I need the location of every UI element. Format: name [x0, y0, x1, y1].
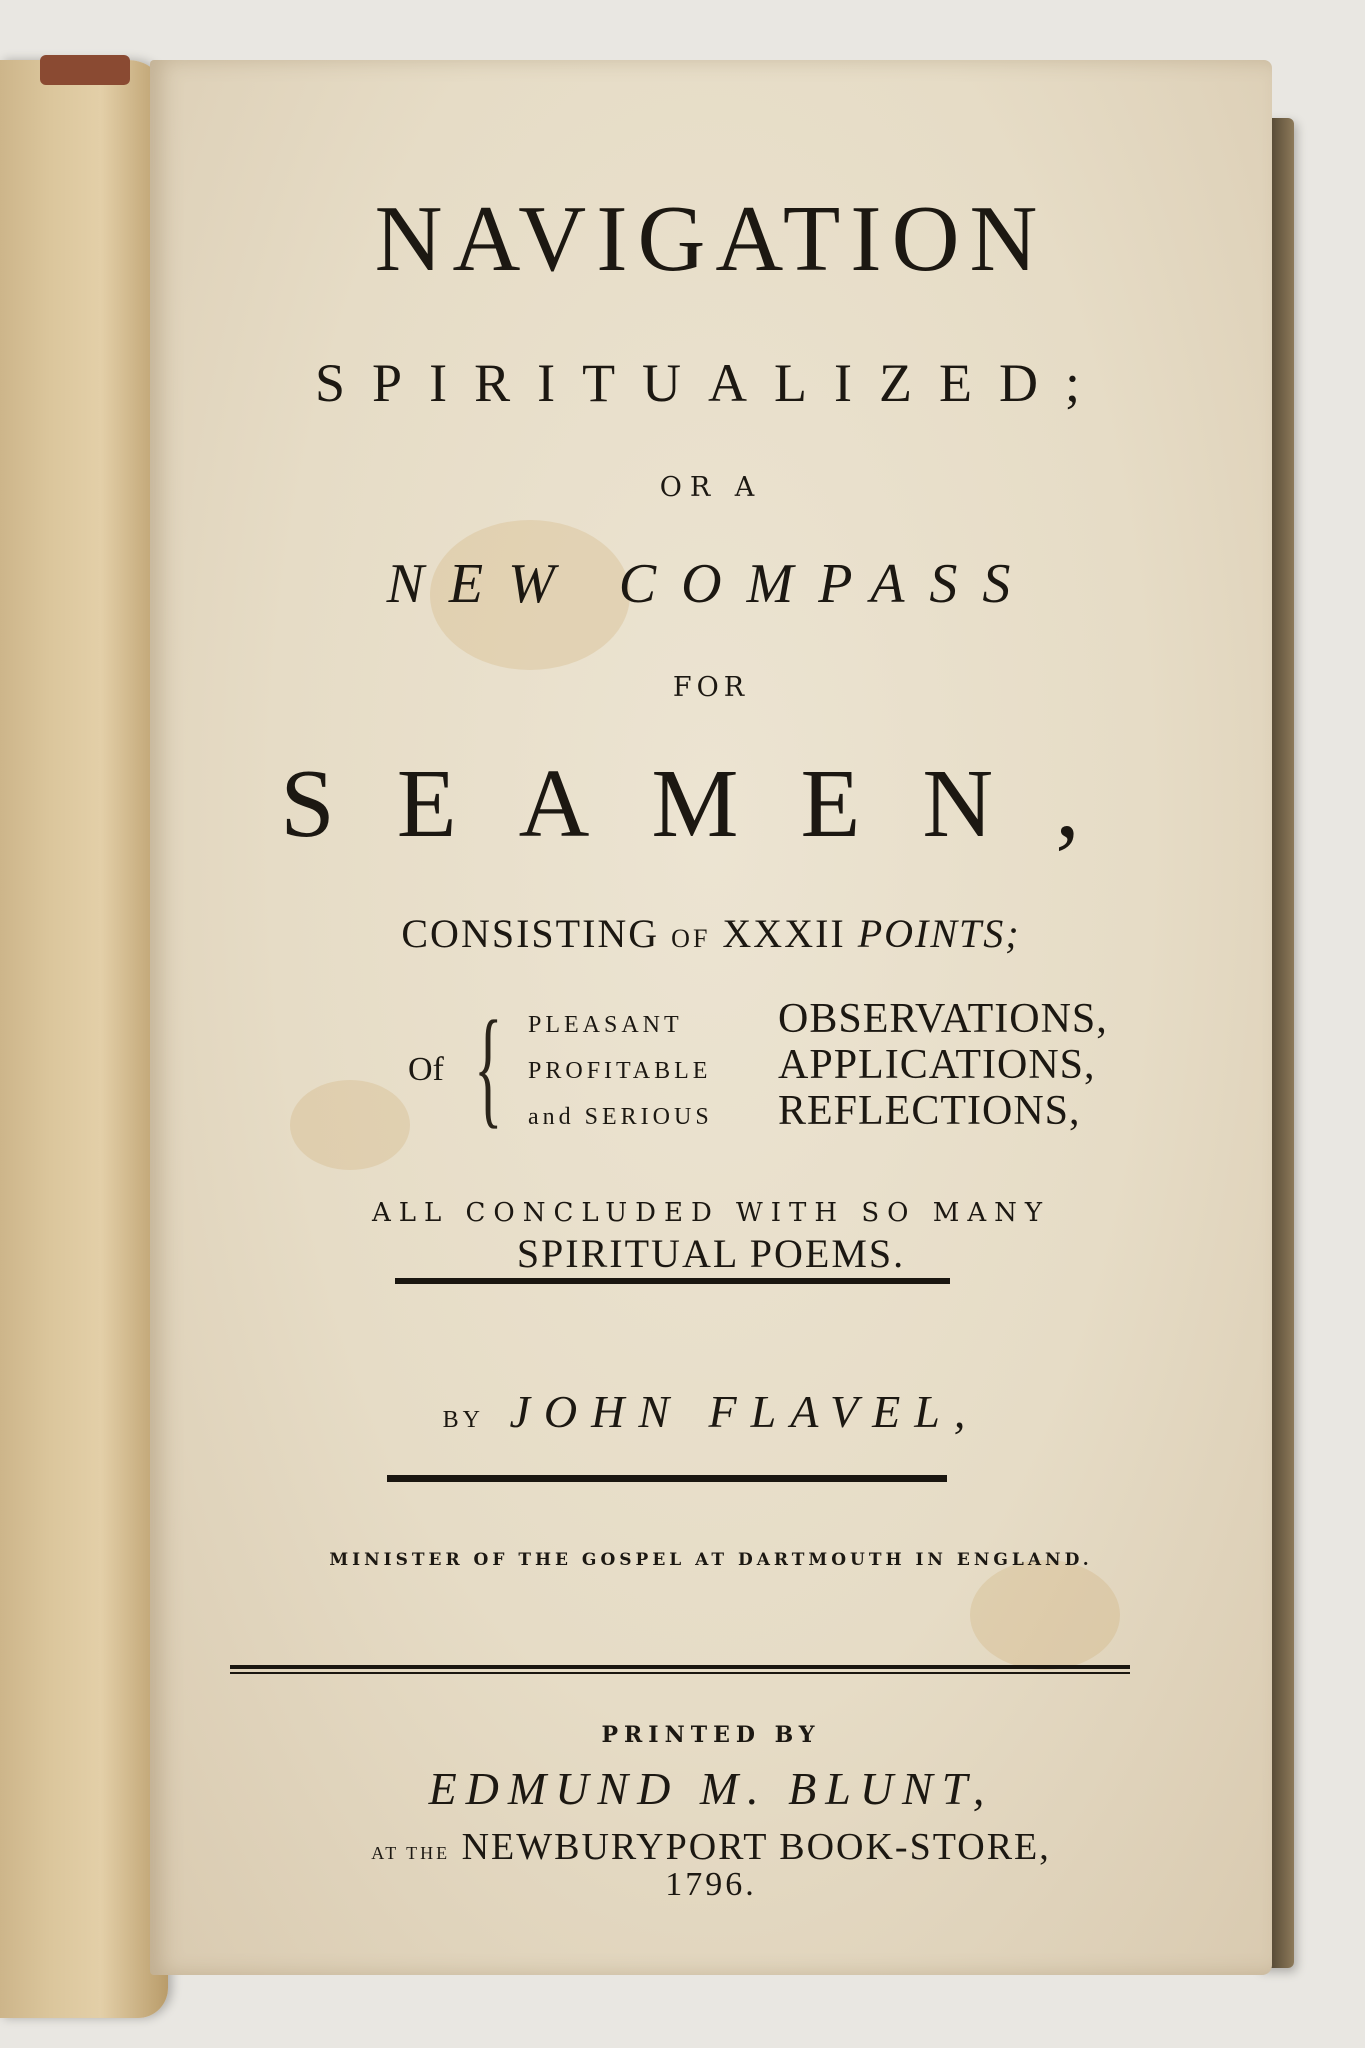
of-row-prefix: PLEASANT	[528, 1012, 683, 1038]
consisting-number: XXXII	[722, 911, 846, 956]
consisting-of: OF	[671, 924, 711, 953]
rule-2	[387, 1475, 947, 1482]
of-row-2	[528, 1041, 1096, 1089]
year-line: 1796.	[665, 1866, 757, 1903]
book-title: NAVIGATION	[374, 187, 1048, 291]
book-subtitle: SPIRITUALIZED;	[315, 353, 1107, 413]
curly-brace: {	[474, 993, 503, 1140]
consisting-word: CONSISTING	[401, 911, 660, 956]
foxing-stain	[970, 1560, 1120, 1670]
of-row-main: REFLECTIONS,	[778, 1088, 1081, 1134]
for-line: FOR	[672, 672, 750, 703]
of-row-main: OBSERVATIONS,	[778, 996, 1108, 1042]
of-word: Of	[408, 1051, 444, 1088]
or-a-line: OR A	[659, 472, 763, 503]
rule-1	[395, 1278, 950, 1284]
left-page-curl	[0, 60, 168, 2018]
of-row-prefix: and SERIOUS	[528, 1104, 713, 1130]
printed-by-line: PRINTED BY	[601, 1722, 821, 1748]
minister-line: MINISTER OF THE GOSPEL AT DARTMOUTH IN ENGLAND.	[329, 1550, 1093, 1570]
location-line	[150, 1825, 1272, 1869]
publisher-line: EDMUND M. BLUNT,	[428, 1763, 994, 1814]
of-row-1	[528, 995, 1108, 1043]
consisting-line	[150, 910, 1272, 957]
all-concluded-line: ALL CONCLUDED WITH SO MANY	[371, 1198, 1051, 1228]
of-block	[408, 995, 1208, 1145]
title-page	[150, 60, 1272, 1975]
author-line	[150, 1385, 1272, 1438]
spine-top	[40, 55, 130, 85]
of-row-main: APPLICATIONS,	[778, 1042, 1096, 1088]
spiritual-poems-line: SPIRITUAL POEMS.	[516, 1231, 906, 1276]
rule-3-bottom	[230, 1672, 1130, 1674]
author-name: JOHN FLAVEL,	[509, 1386, 980, 1437]
foxing-stain	[290, 1080, 410, 1170]
of-row-prefix: PROFITABLE	[528, 1058, 712, 1084]
of-row-3	[528, 1087, 1081, 1135]
new-compass-line: NEW COMPASS	[386, 553, 1036, 615]
location-name: NEWBURYPORT BOOK-STORE,	[461, 1826, 1051, 1868]
rule-3-top	[230, 1665, 1130, 1669]
seamen-line: SEAMEN,	[280, 750, 1142, 858]
consisting-points: POINTS;	[857, 911, 1021, 956]
by-word: BY	[442, 1407, 485, 1433]
location-prefix: AT THE	[371, 1843, 451, 1863]
